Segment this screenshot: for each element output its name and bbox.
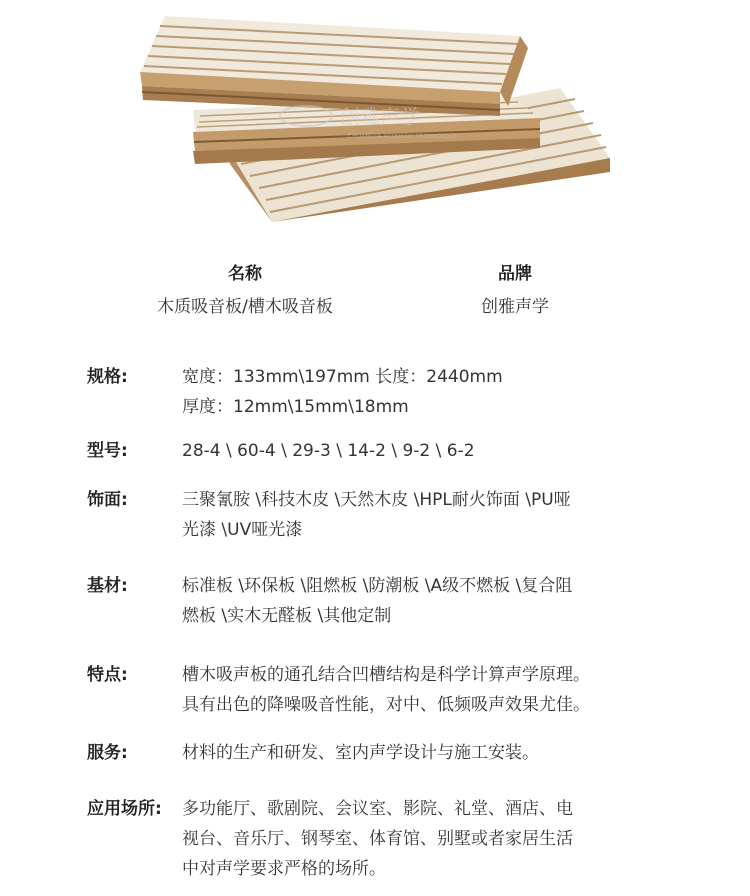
brand-column: [430, 262, 600, 320]
name-value: 木质吸音板/槽木吸音板: [157, 297, 333, 317]
model-label: 型号:: [87, 441, 128, 461]
venue-line-2: 视台、音乐厅、钢琴室、体育馆、别墅或者家居生活: [182, 829, 573, 849]
watermark-tagline: CHUANGYA ACOUSTIC TECHNOLOGY: [348, 133, 458, 140]
spec-line-2: 厚度：12mm\15mm\18mm: [182, 397, 409, 417]
finish-line-1: 三聚氰胺 \科技木皮 \天然木皮 \HPL耐火饰面 \PU哑: [182, 490, 571, 510]
venue-line-3: 中对声学要求严格的场所。: [182, 859, 386, 879]
watermark-brand: 创雅声学: [340, 105, 420, 129]
name-label: 名称: [228, 264, 262, 284]
spec-label: 规格:: [87, 367, 128, 387]
spec-line-1: 宽度：133mm\197mm 长度：2440mm: [182, 367, 503, 387]
model-value: 28-4 \ 60-4 \ 29-3 \ 14-2 \ 9-2 \ 6-2: [182, 441, 475, 461]
finish-label: 饰面:: [87, 490, 128, 510]
venue-label: 应用场所:: [87, 799, 162, 819]
base-line-2: 燃板 \实木无醛板 \其他定制: [182, 606, 392, 626]
service-value: 材料的生产和研发、室内声学设计与施工安装。: [182, 743, 539, 763]
base-value: [182, 571, 672, 631]
feature-value: [182, 660, 672, 720]
brand-label: 品牌: [498, 264, 532, 284]
service-label: 服务:: [87, 743, 128, 763]
brand-value: 创雅声学: [481, 297, 549, 317]
name-column: [120, 262, 370, 320]
base-line-1: 标准板 \环保板 \阻燃板 \防潮板 \A级不燃板 \复合阻: [182, 576, 573, 596]
feature-line-1: 槽木吸声板的通孔结合凹槽结构是科学计算声学原理。: [182, 665, 590, 685]
feature-line-2: 具有出色的降噪吸音性能，对中、低频吸声效果尤佳。: [182, 695, 590, 715]
venue-value: [182, 794, 672, 884]
base-label: 基材:: [87, 576, 128, 596]
top-panel: [140, 16, 528, 116]
finish-value: [182, 485, 672, 545]
product-image: [0, 0, 750, 240]
spec-value: [182, 362, 672, 422]
finish-line-2: 光漆 \UV哑光漆: [182, 520, 303, 540]
venue-line-1: 多功能厅、歌剧院、会议室、影院、礼堂、酒店、电: [182, 799, 573, 819]
feature-label: 特点:: [87, 665, 128, 685]
